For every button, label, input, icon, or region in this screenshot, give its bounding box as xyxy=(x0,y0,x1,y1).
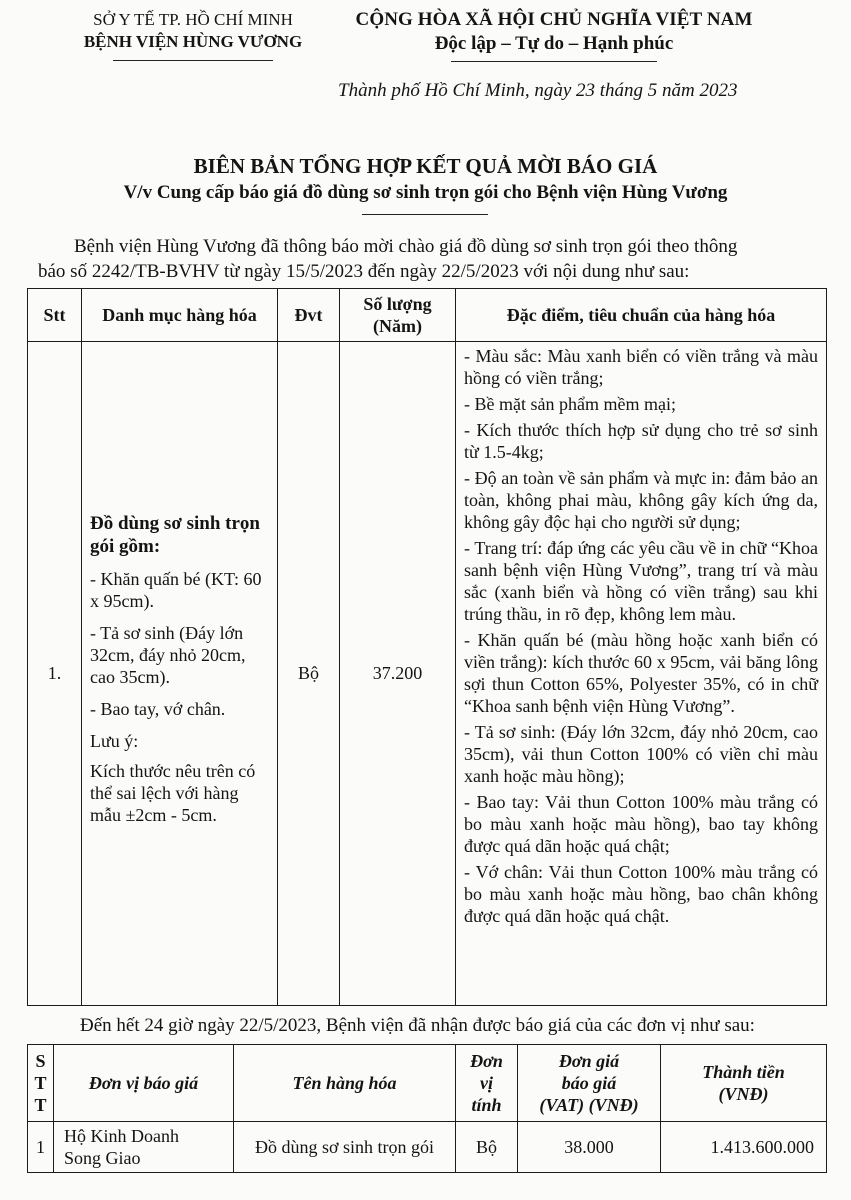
item-part: - Tả sơ sinh (Đáy lớn 32cm, đáy nhỏ 20cm, cao 35cm). xyxy=(90,622,246,687)
goods-table-header xyxy=(28,289,827,342)
national-header xyxy=(330,8,778,62)
note-text: Kích thước nêu trên có thể sai lệch với hàng mẫu ±2cm - 5cm. xyxy=(90,760,256,825)
spec-item: - Khăn quấn bé (màu hồng hoặc xanh biển có viền trắng): kích thước 60 x 95cm, vải băng lông sợi thun Cotton 65%, Polyester 35%, có in chữ “Khoa sanh bệnh viện Hùng Vương”. xyxy=(464,630,818,716)
quotes-table xyxy=(27,1044,827,1173)
motto-underline xyxy=(451,61,657,62)
spec-item: - Vớ chân: Vải thun Cotton 100% màu trắng có bo màu xanh hoặc màu hồng, bao chân không được quá dãn hoặc quá chật. xyxy=(464,862,818,926)
agency-header xyxy=(62,9,324,61)
item-part: - Khăn quấn bé (KT: 60 x 95cm). xyxy=(90,568,262,611)
q-col-unit-line: vị xyxy=(480,1073,493,1093)
agency-underline xyxy=(113,60,273,61)
row-qty: 37.200 xyxy=(340,342,456,1006)
spec-item: - Bề mặt sản phẩm mềm mại; xyxy=(464,394,676,414)
q-col-vendor: Đơn vị báo giá xyxy=(54,1045,234,1122)
col-qty-line2: (Năm) xyxy=(373,316,422,336)
q-col-stt xyxy=(28,1045,54,1122)
nation-name: CỘNG HÒA XÃ HỘI CHỦ NGHĨA VIỆT NAM xyxy=(355,9,753,30)
col-spec: Đặc điểm, tiêu chuẩn của hàng hóa xyxy=(456,289,827,342)
table-row xyxy=(28,342,827,1006)
vendor-line: Hộ Kinh Doanh xyxy=(64,1126,179,1146)
q-row-goods: Đồ dùng sơ sinh trọn gói xyxy=(234,1122,456,1173)
q-col-price xyxy=(518,1045,661,1122)
col-item: Danh mục hàng hóa xyxy=(82,289,278,342)
document-title: BIÊN BẢN TỔNG HỢP KẾT QUẢ MỜI BÁO GIÁ xyxy=(193,154,658,178)
q-col-stt-line: S xyxy=(35,1051,46,1071)
received-quotes-text: Đến hết 24 giờ ngày 22/5/2023, Bệnh viện đã nhận được báo giá của các đơn vị như sau: xyxy=(80,1015,755,1036)
q-row-unit: Bộ xyxy=(456,1122,518,1173)
q-col-unit-line: tính xyxy=(471,1095,502,1115)
agency-name: SỞ Y TẾ TP. HỒ CHÍ MINH xyxy=(93,10,293,29)
spec-item: - Màu sắc: Màu xanh biển có viền trắng và màu hồng có viền trắng; xyxy=(464,346,818,388)
q-col-stt-line: T xyxy=(34,1095,47,1115)
goods-spec-table xyxy=(27,288,827,1006)
intro-line-1: Bệnh viện Hùng Vương đã thông báo mời chào giá đồ dùng sơ sinh trọn gói theo thông xyxy=(74,236,738,257)
q-col-price-line: Đơn giá xyxy=(558,1051,620,1071)
q-col-stt-line: T xyxy=(34,1073,47,1093)
col-qty xyxy=(340,289,456,342)
item-title: Đồ dùng sơ sinh trọn gói gồm: xyxy=(90,512,260,557)
table-row xyxy=(28,1122,827,1173)
intro-paragraph xyxy=(38,234,818,284)
q-row-price: 38.000 xyxy=(518,1122,661,1173)
date-line: Thành phố Hồ Chí Minh, ngày 23 tháng 5 năm 2023 xyxy=(338,80,738,101)
q-col-unit xyxy=(456,1045,518,1122)
q-row-vendor xyxy=(54,1122,234,1173)
col-stt: Stt xyxy=(28,289,82,342)
q-col-price-line: báo giá xyxy=(561,1073,617,1093)
q-col-price-line: (VAT) (VNĐ) xyxy=(539,1095,639,1115)
row-specs xyxy=(456,342,827,1006)
nation-motto: Độc lập – Tự do – Hạnh phúc xyxy=(434,33,674,54)
note-label: Lưu ý: xyxy=(90,730,139,751)
spec-item: - Độ an toàn về sản phẩm và mực in: đảm bảo an toàn, không phai màu, không gây kích ứng da, không gây độc hại cho người sử dụng; xyxy=(464,468,818,532)
spec-item: - Kích thước thích hợp sử dụng cho trẻ sơ sinh từ 1.5-4kg; xyxy=(464,420,818,462)
q-col-total-line: Thành tiền xyxy=(702,1062,785,1082)
spec-item: - Bao tay: Vải thun Cotton 100% màu trắng có bo màu xanh hoặc màu hồng), bao tay không được quá dãn hoặc quá chật; xyxy=(464,792,818,856)
spec-item: - Tả sơ sinh: (Đáy lớn 32cm, đáy nhỏ 20cm, cao 35cm), vải thun Cotton 100% có viền chỉ màu xanh hoặc màu hồng); xyxy=(464,722,818,786)
document-subtitle: V/v Cung cấp báo giá đồ dùng sơ sinh trọn gói cho Bệnh viện Hùng Vương xyxy=(123,182,728,203)
item-part: - Bao tay, vớ chân. xyxy=(90,698,226,719)
q-col-total-line: (VNĐ) xyxy=(718,1084,769,1104)
q-col-total xyxy=(661,1045,827,1122)
col-unit: Đvt xyxy=(278,289,340,342)
q-col-unit-line: Đơn xyxy=(470,1051,503,1071)
col-qty-line1: Số lượng xyxy=(363,294,432,314)
vendor-line: Song Giao xyxy=(64,1148,141,1168)
q-row-total: 1.413.600.000 xyxy=(661,1122,827,1173)
q-col-goods: Tên hàng hóa xyxy=(234,1045,456,1122)
quotes-table-header xyxy=(28,1045,827,1122)
intro-line-2: báo số 2242/TB-BVHV từ ngày 15/5/2023 đến ngày 22/5/2023 với nội dung như sau: xyxy=(38,261,690,282)
row-stt: 1. xyxy=(28,342,82,1006)
hospital-name: BỆNH VIỆN HÙNG VƯƠNG xyxy=(83,32,303,51)
q-row-stt: 1 xyxy=(28,1122,54,1173)
title-underline xyxy=(362,214,488,215)
row-item xyxy=(82,342,278,1006)
row-unit: Bộ xyxy=(278,342,340,1006)
spec-item: - Trang trí: đáp ứng các yêu cầu về in chữ “Khoa sanh bệnh viện Hùng Vương”, trang trí và màu sắc (xanh biển và hồng có viền trắng) sau khi trúng thầu, in rõ đẹp, không lem màu. xyxy=(464,538,818,624)
